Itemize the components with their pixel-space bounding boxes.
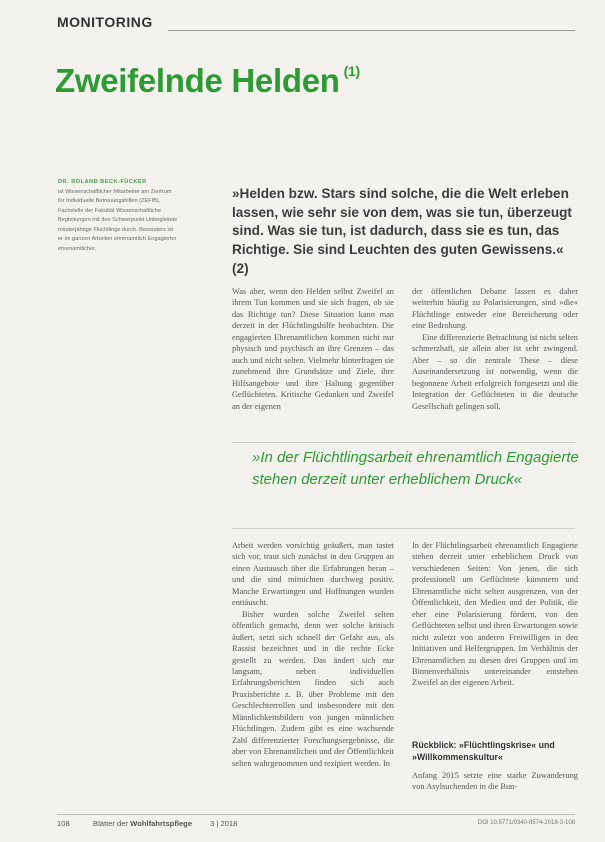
page-footer: [57, 816, 575, 830]
doi: DOI 10.5771/0340-8574-2018-3-108: [477, 820, 575, 826]
paragraph: der öffentlichen Debatte lassen es daher weiterhin häufig zu Polarisierungen, sind »die« Flüchtlinge entweder eine Bereicherung oder eine Bedrohung.: [412, 287, 578, 331]
paragraph: In der Flüchtlingsarbeit ehrenamtlich Engagierte stehen derzeit unter erheblichem Druck von verschiedenen Seiten: Von jenen, die sich professionell um Geflüchtete kümmern und Ehrenamtliche nicht selten ausgrenzen, von der Öffentlichkeit, den Medien und der Politik, die eher eine Polarisierung fördern, von den Geflüchteten selbst und ihren Erwartungen sowie nicht zuletzt von anderen Freiwilligen in den Initiativen und Helfergruppen. Im Verhältnis der Ehrenamtlichen zu diesen drei Gruppen und im Binnenverhältnis untereinander entstehen Zweifel an der eigenen Arbeit.: [412, 541, 578, 688]
intro-quote: »Helden bzw. Stars sind solche, die die Welt erleben lassen, wie sehr sie von dem, was sie tun, überzeugt sind. Was sie tun, ist dadurch, dass sie es tun, das Richtige. Sie sind Leuchten des guten Gewissens.« (2): [232, 186, 572, 276]
paragraph: Eine differenzierte Betrachtung ist nicht selten schmerzhaft, sie allein aber ist sehr zwingend. Aber – so die zentrale These – diese Auseinandersetzung ist notwendig, wenn die begonnene Arbeit erfolgreich fortgesetzt und die Integration der Geflüchteten in die deutsche Gesellschaft gelingen soll.: [412, 332, 578, 411]
page-number: 108: [57, 818, 70, 828]
footnote-marker: (1): [343, 63, 360, 79]
pullquote-rule-bottom: [232, 528, 575, 529]
paragraph: Arbeit werden vorsichtig geäußert, man tastet sich vor, traut sich zunächst in den Gruppen an einen Austausch über die Erfahrungen heran – und die sind mitnichten durchweg positiv. Manche Erwartungen und Hoffnungen wurden enttäuscht.: [232, 541, 394, 608]
subheading: Rückblick: »Flüchtlingskrise« und »Willkommenskultur«: [412, 740, 555, 762]
pullquote: »In der Flüchtlingsarbeit ehrenamtlich Engagierte stehen derzeit unter erheblichem Druck«: [252, 449, 579, 488]
body-column-2: [412, 286, 578, 412]
footer-rule: [57, 814, 575, 815]
article-title: [55, 62, 360, 100]
author-box: [58, 178, 178, 254]
paragraph: Was aber, wenn den Helden selbst Zweifel an ihrem Tun kommen und sie sich fragen, ob sie das Richtige tun? Diese Situation kann man derzeit in der Flüchtlingshilfe beobachten. Die engagierten Ehrenamtlichen kommen nicht nur physisch und psychisch an ihre Grenzen – das auch und nicht selten. Vielmehr hinterfragen sie zunehmend ihre Grundsätze und Ziele, ihre Hilfsangebote und ihre Haltung gegenüber Geflüchteten. Kritische Gedanken und Zweifel an der eigenen: [232, 287, 394, 411]
section-label: MONITORING: [57, 14, 153, 30]
issue-number: 3 | 2018: [210, 818, 238, 828]
paragraph: Anfang 2015 setzte eine starke Zuwanderung von Asylsuchenden in die Bun-: [412, 771, 578, 792]
body-column-4: [412, 540, 578, 688]
body-column-1: [232, 286, 394, 426]
pullquote-rule-top: [232, 442, 575, 443]
section-rule: [168, 30, 575, 31]
journal-name: [93, 819, 192, 828]
author-bio: ist Wissenschaftlicher Mitarbeiter am Zentrum für Individuelle Betreuungshilfen (ZEFIB), Fachstelle der Fakultät Wissenschaftliche Begleitungen mit den Schwerpunkt Unbegleitete minderjährige Flüchtlinge durch. Besonders ist er im ganzen Arbeiten ehrenamtlich Engagierter ehrenamtlicher.: [58, 188, 178, 252]
body-column-3: [232, 540, 394, 818]
title-text: Zweifelnde Helden: [55, 62, 340, 99]
author-name: DR. ROLAND BECK-FÜCKER: [58, 179, 147, 185]
journal-prefix: Blätter der: [93, 818, 129, 828]
body-column-5: [412, 770, 578, 793]
paragraph: Bisher wurden solche Zweifel selten öffentlich gemacht, denn wer solche kritisch äußert, setzt sich schnell der Gefahr aus, als Rassist bezeichnet und in die rechte Ecke gestellt zu werden. Das ändert sich nur langsam, neben individuellen Erfahrungsberichten finden sich auch Praxisberichte z. B. über Probleme mit den Geschlechterrollen und insbesondere mit den Männlichkeitsbildern von jungen männlichen Flüchtlingen. Zudem gibt es eine wachsende Zahl differenzierter Forschungsergebnisse, die aber von Ehrenamtlichen und der Öffentlichkeit selten wahrgenommen und rezipiert werden. In: [232, 609, 394, 768]
journal-bold: Wohlfahrtspflege: [130, 818, 193, 828]
